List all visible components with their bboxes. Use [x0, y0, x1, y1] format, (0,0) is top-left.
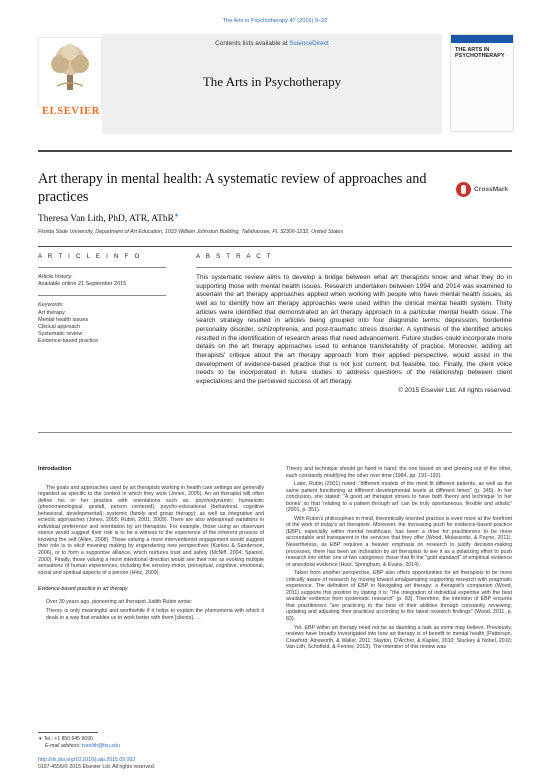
crossmark-label: CrossMark [474, 186, 509, 193]
author-names: Theresa Van Lith, PhD, ATR, AThR [38, 214, 174, 225]
body-paragraph: Taken from another perspective, EBP also offers opportunities for art therapists to be more critically aware of research by moving toward amalgamating supporting research with pragmatic experience. The definition of EBP in Navigating art therapy: a therapist's companion (Wood, 2011) supports this position by stating it is: "the integration of individual expertise with the best available evidence from systematic research" (p. 83). Therefore, the intention of EBP ensures that practitioners "are practicing to the best of their abilities through constantly reviewing, updating and adjusting their practices according to the latest research findings" (Wood, 2011, p. 83). [286, 570, 512, 623]
journal-cover-thumbnail [450, 34, 514, 132]
abstract-label-rule [196, 267, 512, 268]
body-paragraph: Later, Rubin (2001) noted: "different models of the mind fit different patients, as well as the same patient functioning at different developmental levels at different times" (p. 345). In her conclusion, she stated: "A good art therapist strives to have both theory and technique 'in her bones' so that 'relating to a patient through art' can be truly spontaneous, flexible and artistic" (2001, p. 351). [286, 481, 512, 514]
body-paragraph: Over 30 years ago, pioneering art therapist Judith Rubin wrote: [46, 598, 193, 605]
history-label: Article history: [38, 274, 73, 280]
footnote-email-line [38, 743, 238, 750]
history-value: Available online 21 September 2015 [38, 281, 127, 288]
issn-line: 0197-4556/© 2015 Elsevier Ltd. All rights reserved. [38, 763, 156, 770]
keyword: Art therapy [38, 309, 65, 316]
doi-block [38, 757, 155, 770]
sciencedirect-link[interactable]: ScienceDirect [289, 40, 329, 47]
article-info [38, 274, 166, 346]
email-link[interactable]: tvanlith@fsu.edu [81, 742, 120, 749]
abstract-copyright: © 2015 Elsevier Ltd. All rights reserved. [398, 386, 512, 394]
journal-banner [102, 34, 442, 134]
abstract-body [196, 274, 512, 395]
section-heading: Introduction [38, 466, 72, 472]
elsevier-tree-icon [45, 42, 95, 92]
author-footnote-mark[interactable]: ∗ [174, 213, 180, 219]
cover-band [451, 35, 513, 43]
keyword: Systematic review [38, 331, 83, 338]
elsevier-logo [38, 37, 102, 107]
keyword: Clinical approach [38, 324, 81, 331]
publisher-name: ELSEVIER [42, 106, 100, 117]
email-label: E-mail address: [45, 742, 82, 749]
journal-header [38, 34, 512, 142]
crossmark-icon [456, 182, 471, 197]
author-footnote [38, 736, 238, 749]
block-quote-continued: Theory and technique should go hand in hand; the one based on and growing out of the other, each constantly modifying the other over time (1984, pp. 191–192). [286, 466, 512, 479]
body-left-column [38, 466, 264, 624]
info-divider [38, 295, 166, 296]
contents-line [102, 40, 442, 47]
affiliation: Florida State University, Department of Art Education, 1033 William Johnston Building, Tallahassee, FL 32306-1232, United States [38, 229, 343, 235]
crossmark-badge[interactable] [456, 180, 512, 204]
footnote-tel: Tel.: +1 850 645 9690. [43, 736, 95, 742]
author-line [38, 212, 179, 224]
body-paragraph: Yet, EBP within art therapy need not be as daunting a task as some may believe. Previously, reviews have broadly investigated into how art therapy is of benefit to mental health (Patterson, Crawford, Ainsworth, & Waller, 2011; Slayton, D'Archer, & Kaplan, 2010; Stuckey & Nobel, 2010; Van Lith, Schofield, & Fenner, 2013). The intention of this review was [286, 624, 512, 651]
abstract-bottom-rule [38, 432, 512, 433]
contents-prefix: Contents lists available at [215, 40, 290, 47]
abstract-text: This systematic review aims to develop a bridge between what art therapists know and what they do in supporting those with mental health issues. Research undertaken between 1994 and 2014 was examined to ascertain the art therapy approaches applied when working with people who have mental health issues, as well as to identify how art therapy approaches were used within the clinical mental health system. Thirty articles were identified that demonstrated an art therapy approach to a particular mental health issue. The search strategy resulted in articles being grouped into four diagnostic terms: depression, borderline personality disorder, schizophrenia, and post-traumatic stress disorder. A synthesis of the identified articles resulted in the identification of research areas that need advancement. Future studies could incorporate more details on the art therapy approaches used to enhance transferability of practice. Moreover, adding art therapists' critique about the art therapy approach from their applied perspective, would assist in the development of evidence-based practice that is not just current, but feasible, too. Finally, the client voice needs to be incorporated in future studies to address questions of the relationship between client expectations and the perceived success of art therapy. [196, 274, 512, 385]
subsection-heading: Evidence-based practice in art therapy [38, 586, 128, 593]
abstract-label: A B S T R A C T [196, 253, 273, 260]
block-quote: Theory is only meaningful and worthwhile if it helps to explain the phenomena with which it deals in a way that enables us to work better with them [clients]. … [46, 608, 264, 621]
info-label-rule [38, 267, 166, 268]
body-right-column [286, 466, 512, 653]
body-paragraph: The goals and approaches used by art therapists working in health care settings are generally regarded as specific to the context in which they work (Jones, 2005). An art therapist will often define his or her practice with orientations such as: psychodynamic; humanistic (phenomenological, gestalt, person centered); psycho-educational (behavioral, cognitive behavioral, developmental); systemic (family and group therapy); as well as integrative and eclectic approaches (Jones, 2005; Rubin, 2001, 2009). There are also widespread variations in individual preference and orientation by art therapists. For example, those using an observant stance would suggest their role is to be a witness to the experience of the inherent process of knowing the self (Allen, 2008). Those valuing a more interventionist engagement would suggest their role is to elicit meaning making by engendering new perspectives (Karkou & Sanderson, 2006), or to form a supportive alliance, which nurtures trust and safety (McNiff, 2004; Spaniol, 2000). Finally, those valuing a more intentional direction would see their role as evoking multiple sensations of human experiences, including the sensory-motor, perceptual, cognitive, emotional, social and spiritual aspects of a person (Hinz, 2009). [38, 484, 264, 576]
cover-title: THE ARTS IN PSYCHOTHERAPY [455, 47, 505, 60]
footnote-mark: ∗ [38, 736, 43, 742]
body-paragraph: With Rubin's philosophies in mind, theoretically oriented practice is even more at the forefront of the work of today's art therapists. Moreover, the increasing push for evidence-based practice (EBP), especially within mental healthcare, has been a drive for practitioners to be more accountable and transparent in the services that they offer (Wood, Molassiotis, & Payne, 2011). Nevertheless, as EBP requires a heavier emphasis on research to justify decision-making processes, there has been an inclination by art therapists to see it as a polarizing effort to push research into either one of two categories: those that fit the "gold standard" of empirical evidence or anecdotal evidence (Huet, Springham, & Evans, 2014). [286, 515, 512, 568]
article-title: Art therapy in mental health: A systematic review of approaches and practices [38, 171, 427, 205]
journal-citation[interactable]: The Arts in Psychotherapy 47 (2016) 9–22 [222, 18, 328, 24]
journal-title: The Arts in Psychotherapy [202, 74, 342, 89]
doi-link[interactable]: http://dx.doi.org/10.1016/j.aip.2015.09.003 [38, 757, 136, 763]
footnote-rule [38, 732, 98, 733]
keyword: Mental health issues [38, 316, 89, 323]
keywords-label: Keywords: [38, 302, 64, 309]
header-rule [38, 150, 512, 152]
article-info-label: A R T I C L E I N F O [38, 253, 142, 260]
info-top-rule [38, 246, 512, 247]
keyword: Evidence-based practice [38, 338, 99, 345]
